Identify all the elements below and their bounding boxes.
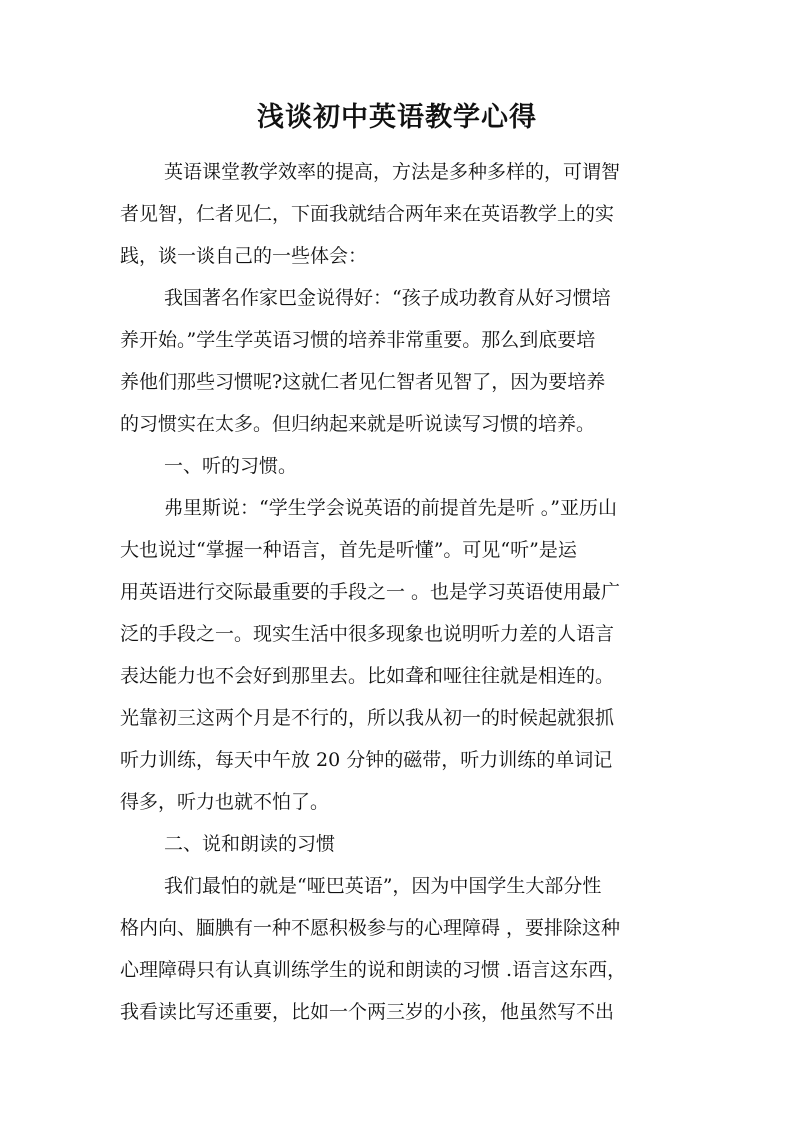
paragraph-line: 弗里斯说：“学生学会说英语的前提首先是听 。”亚历山 [164, 497, 617, 519]
paragraph-line: 泛的手段之一。现实生活中很多现象也说明听力差的人语言 [120, 623, 615, 645]
paragraph-line: 践，谈一谈自己的一些体会： [120, 245, 368, 267]
paragraph-line: 格内向、腼腆有一种不愿积极参与的心理障碍 ，要排除这种 [120, 917, 621, 939]
paragraph-line: 英语课堂教学效率的提高，方法是多种多样的，可谓智 [164, 161, 621, 183]
paragraph-line: 表达能力也不会好到那里去。比如聋和哑往往就是相连的。 [120, 665, 615, 687]
paragraph-line: 听力训练，每天中午放 20 分钟的磁带，听力训练的单词记 [120, 749, 613, 771]
paragraph-line: 养他们那些习惯呢?这就仁者见仁智者见智了，因为要培养 [120, 371, 606, 393]
paragraph-line: 我们最怕的就是“哑巴英语”，因为中国学生大部分性 [164, 875, 602, 897]
paragraph-line: 心理障碍只有认真训练学生的说和朗读的习惯 .语言这东西， [120, 959, 627, 981]
paragraph-line: 的习惯实在太多。但归纳起来就是听说读写习惯的培养。 [120, 413, 596, 435]
paragraph-line: 大也说过“掌握一种语言，首先是听懂”。可见“听”是运 [120, 539, 577, 561]
document-title: 浅谈初中英语教学心得 [257, 102, 537, 133]
paragraph-line: 我国著名作家巴金说得好：“孩子成功教育从好习惯培 [164, 287, 611, 309]
section-heading: 一、听的习惯。 [164, 455, 298, 477]
section-heading: 二、说和朗读的习惯 [164, 833, 336, 855]
paragraph-line: 养开始。”学生学英语习惯的培养非常重要。那么到底要培 [120, 329, 596, 351]
paragraph-line: 用英语进行交际最重要的手段之一 。也是学习英语使用最广 [120, 581, 621, 603]
paragraph-line: 得多，听力也就不怕了。 [120, 791, 330, 813]
paragraph-line: 光靠初三这两个月是不行的，所以我从初一的时候起就狠抓 [120, 707, 615, 729]
paragraph-line: 者见智，仁者见仁，下面我就结合两年来在英语教学上的实 [120, 203, 615, 225]
paragraph-line: 我看读比写还重要，比如一个两三岁的小孩，他虽然写不出 [120, 1001, 615, 1023]
